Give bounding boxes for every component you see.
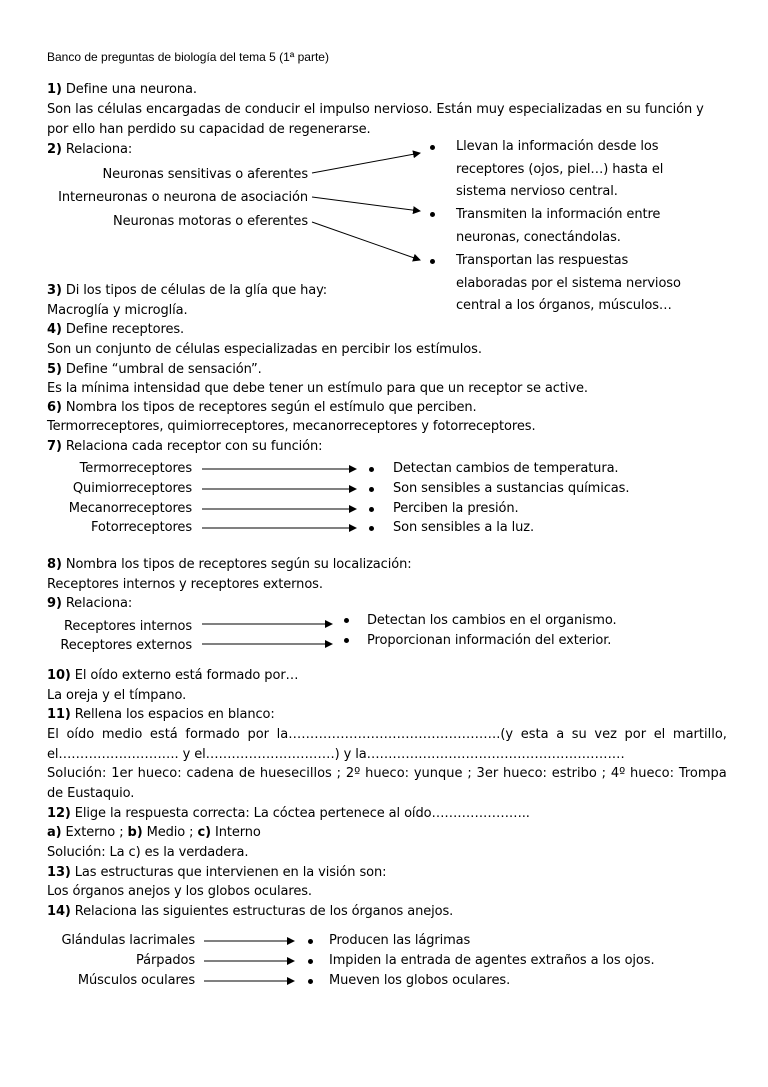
q2-right-line: elaboradas por el sistema nervioso bbox=[456, 276, 681, 291]
solution-11-line-2: de Eustaquio. bbox=[47, 786, 135, 801]
document-header: Banco de preguntas de biología del tema 5 (1ª parte) bbox=[47, 50, 329, 64]
word: martillo, bbox=[672, 727, 727, 742]
word: Trompa bbox=[678, 766, 727, 781]
question-text: Elige la respuesta correcta: La cóctea pertenece al oído………………….. bbox=[70, 806, 530, 821]
q7-left-item: Mecanorreceptores bbox=[68, 501, 192, 516]
question-number: 6) bbox=[47, 400, 62, 415]
answer-8: Receptores internos y receptores externos. bbox=[47, 577, 323, 592]
q2-right-line: central a los órganos, músculos… bbox=[456, 298, 672, 313]
word: El bbox=[47, 727, 59, 742]
answer-5: Es la mínima intensidad que debe tener un estímulo para que un receptor se active. bbox=[47, 381, 588, 396]
question-text: Rellena los espacios en blanco: bbox=[70, 707, 275, 722]
q14-left-item: Glándulas lacrimales bbox=[61, 933, 195, 948]
word: Solución: bbox=[47, 766, 107, 781]
answer-10: La oreja y el tímpano. bbox=[47, 688, 187, 703]
q2-left-item: Interneuronas o neurona de asociación bbox=[58, 190, 308, 205]
question-text: Relaciona: bbox=[61, 142, 133, 157]
word: la………………………………………….(y bbox=[276, 727, 514, 742]
q14-right-item: Mueven los globos oculares. bbox=[329, 973, 511, 988]
question-text: Di los tipos de células de la glía que hay: bbox=[61, 283, 328, 298]
word: por bbox=[247, 727, 270, 742]
word: yunque bbox=[413, 766, 463, 781]
question-number: 8) bbox=[47, 557, 62, 572]
word: huesecillos bbox=[259, 766, 332, 781]
q7-left-item: Termorreceptores bbox=[79, 461, 192, 476]
q14-right-item: Impiden la entrada de agentes extraños a los ojos. bbox=[329, 953, 655, 968]
word: 3er bbox=[476, 766, 499, 781]
question-number: 11) bbox=[47, 707, 71, 722]
question-number: 3) bbox=[47, 283, 62, 298]
q9-right-item: Proporcionan información del exterior. bbox=[367, 633, 612, 648]
q2-left-item: Neuronas sensitivas o aferentes bbox=[102, 167, 308, 182]
q2-right-line: receptores (ojos, piel…) hasta el bbox=[456, 162, 664, 177]
word: hueco: bbox=[630, 766, 674, 781]
arrow-sensitivas-icon bbox=[312, 153, 420, 173]
q14-left-item: Músculos oculares bbox=[77, 973, 195, 988]
q9-left-item: Receptores internos bbox=[64, 619, 192, 634]
fill-blank-line-2: el………………………. y el…………………………) y la…………………………………………………… bbox=[47, 747, 625, 762]
word: hueco: bbox=[365, 766, 410, 781]
word: 1er bbox=[111, 766, 133, 781]
question-text: Nombra los tipos de receptores según su localización: bbox=[61, 557, 412, 572]
q2-right-line: Llevan la información desde los bbox=[456, 139, 659, 154]
question-text: Relaciona las siguientes estructuras de los órganos anejos. bbox=[70, 904, 454, 919]
question-text: Define una neurona. bbox=[61, 82, 197, 97]
option-text: Externo ; bbox=[61, 825, 128, 840]
option-text: Medio ; bbox=[142, 825, 198, 840]
word: 4º bbox=[610, 766, 626, 781]
word: ; bbox=[601, 766, 606, 781]
question-number: 1) bbox=[47, 82, 62, 97]
arrow-motoras-icon bbox=[312, 222, 420, 260]
question-number: 9) bbox=[47, 596, 62, 611]
option-label: a) bbox=[47, 825, 62, 840]
q9-left-item: Receptores externos bbox=[60, 638, 192, 653]
q2-right-line: Transportan las respuestas bbox=[456, 253, 629, 268]
q7-right-item: Son sensibles a sustancias químicas. bbox=[393, 481, 630, 496]
answer-3: Macroglía y microglía. bbox=[47, 303, 188, 318]
question-number: 13) bbox=[47, 865, 71, 880]
q14-right-item: Producen las lágrimas bbox=[329, 933, 471, 948]
q2-right-line: Transmiten la información entre bbox=[456, 207, 661, 222]
question-text: Las estructuras que intervienen en la visión son: bbox=[70, 865, 387, 880]
word: formado bbox=[185, 727, 240, 742]
question-text: Define “umbral de sensación”. bbox=[61, 362, 262, 377]
question-text: Relaciona cada receptor con su función: bbox=[61, 439, 323, 454]
q7-left-item: Fotorreceptores bbox=[91, 520, 192, 535]
question-text: Relaciona: bbox=[61, 596, 133, 611]
q7-left-item: Quimiorreceptores bbox=[72, 481, 192, 496]
answer-6: Termorreceptores, quimiorreceptores, mecanorreceptores y fotorreceptores. bbox=[47, 419, 536, 434]
arrow-interneuronas-icon bbox=[312, 197, 420, 211]
word: vez bbox=[594, 727, 617, 742]
word: oído bbox=[66, 727, 95, 742]
word: hueco: bbox=[502, 766, 547, 781]
q7-right-item: Son sensibles a la luz. bbox=[393, 520, 535, 535]
question-number: 14) bbox=[47, 904, 71, 919]
word: 2º bbox=[345, 766, 361, 781]
q9-right-item: Detectan los cambios en el organismo. bbox=[367, 613, 617, 628]
q2-right-line: neuronas, conectándolas. bbox=[456, 230, 621, 245]
q7-right-item: Perciben la presión. bbox=[393, 501, 519, 516]
q2-left-item: Neuronas motoras o eferentes bbox=[113, 214, 308, 229]
word: ; bbox=[336, 766, 342, 781]
option-text: Interno bbox=[210, 825, 261, 840]
word: medio bbox=[101, 727, 143, 742]
answer-12: Solución: La c) es la verdadera. bbox=[47, 845, 249, 860]
word: a bbox=[556, 727, 565, 742]
word: por bbox=[624, 727, 647, 742]
q7-right-item: Detectan cambios de temperatura. bbox=[393, 461, 619, 476]
question-text: Define receptores. bbox=[61, 322, 185, 337]
question-text: El oído externo está formado por… bbox=[70, 668, 299, 683]
word: hueco: bbox=[137, 766, 182, 781]
option-label: c) bbox=[197, 825, 211, 840]
question-text: Nombra los tipos de receptores según el estímulo que perciben. bbox=[61, 400, 477, 415]
word: cadena bbox=[186, 766, 234, 781]
answer-1-line-2: por ello han perdido su capacidad de regenerarse. bbox=[47, 122, 371, 137]
option-label: b) bbox=[127, 825, 143, 840]
question-number: 2) bbox=[47, 142, 62, 157]
word: ; bbox=[467, 766, 472, 781]
word: de bbox=[238, 766, 256, 781]
word: su bbox=[571, 727, 587, 742]
answer-4: Son un conjunto de células especializadas en percibir los estímulos. bbox=[47, 342, 482, 357]
word: estribo bbox=[551, 766, 597, 781]
word: esta bbox=[520, 727, 549, 742]
question-number: 4) bbox=[47, 322, 62, 337]
q2-right-line: sistema nervioso central. bbox=[456, 184, 618, 199]
question-number: 10) bbox=[47, 668, 71, 683]
question-number: 12) bbox=[47, 806, 71, 821]
word: el bbox=[653, 727, 666, 742]
question-number: 5) bbox=[47, 362, 62, 377]
word: está bbox=[149, 727, 178, 742]
question-number: 7) bbox=[47, 439, 62, 454]
q14-left-item: Párpados bbox=[136, 953, 195, 968]
answer-13: Los órganos anejos y los globos oculares. bbox=[47, 884, 312, 899]
answer-1-line-1: Son las células encargadas de conducir el impulso nervioso. Están muy especializadas en su función y bbox=[47, 102, 704, 117]
